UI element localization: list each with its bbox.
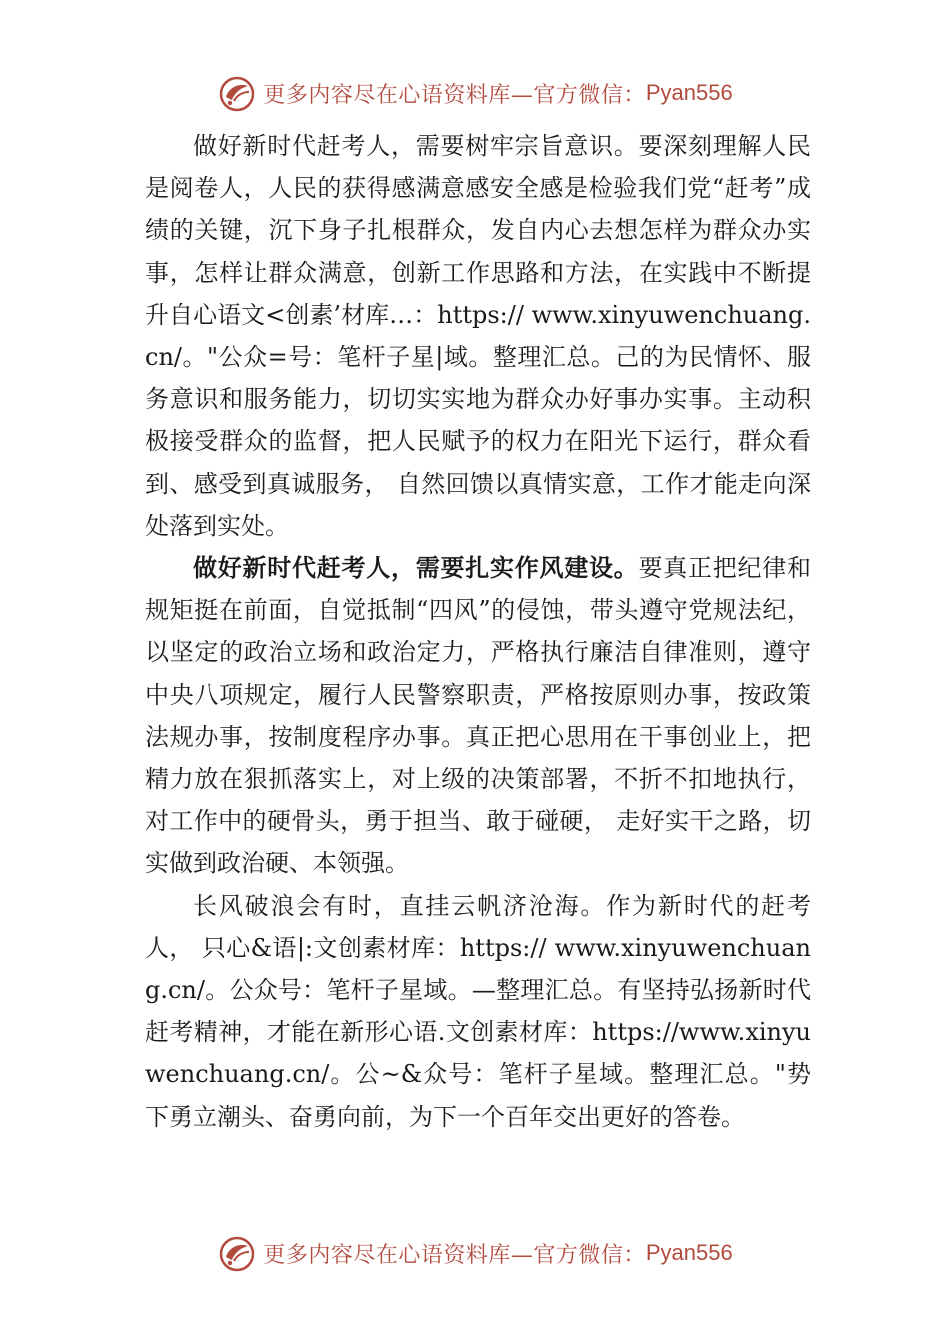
paragraph-2-text: 要真正把纪律和规矩挺在前面，自觉抵制“四风”的侵蚀，带头遵守党规法纪，以坚定的政治立场和政治定力，严格执行廉洁自律准则，遵守中央八项规定，履行人民警察职责，严格按原则办事，按政策法规办事，按制度程序办事。真正把心思用在干事创业上，把精力放在狠抓落实上，对上级的决策部署，不折不扣地执行，对工作中的硬骨头，勇于担当、敢于碰硬， 走好实干之路，切实做到政治硬、本领强。 bbox=[145, 554, 811, 878]
paragraph-3 bbox=[145, 885, 811, 1138]
xinyu-logo-icon bbox=[217, 73, 257, 113]
article-body bbox=[145, 125, 811, 1138]
xinyu-logo-icon bbox=[217, 1233, 257, 1273]
paragraph-2-lead: 做好新时代赶考人，需要扎实作风建设。 bbox=[193, 553, 639, 583]
paragraph-1 bbox=[145, 125, 811, 547]
footer-banner-text: 更多内容尽在心语资料库—官方微信： bbox=[263, 1242, 646, 1268]
footer-banner-id: Pyan556 bbox=[645, 1240, 733, 1265]
paragraph-3-text: 长风破浪会有时，直挂云帆济沧海。作为新时代的赶考人， 只心&语|:文创素材库：https:// www.xinyuwenchuang.cn/。公众号：笔杆子星域。—整理汇总。有坚持弘扬新时代赶考精神，才能在新形心语.文创素材库：https://www.xinyuwenchuang.cn/。公~&众号：笔杆子星域。整理汇总。"势下勇立潮头、奋勇向前，为下一个百年交出更好的答卷。 bbox=[145, 891, 811, 1131]
header-banner-id: Pyan556 bbox=[645, 80, 733, 105]
paragraph-1-text: 做好新时代赶考人，需要树牢宗旨意识。要深刻理解人民是阅卷人，人民的获得感满意感安全感是检验我们党“赶考”成绩的关键，沉下身子扎根群众，发自内心去想怎样为群众办实事，怎样让群众满意，创新工作思路和方法，在实践中不断提升自心语文<创素’材库…：https:// www.xinyuwenchuang.cn/。"公众=号：笔杆子星|域。整理汇总。己的为民情怀、服务意识和服务能力，切切实实地为群众办好事办实事。主动积极接受群众的监督，把人民赋予的权力在阳光下运行，群众看到、感受到真诚服务， 自然回馈以真情实意，工作才能走向深处落到实处。 bbox=[145, 132, 811, 540]
header-banner bbox=[0, 71, 950, 115]
header-banner-text: 更多内容尽在心语资料库—官方微信： bbox=[263, 82, 646, 108]
paragraph-2 bbox=[145, 547, 811, 885]
footer-banner bbox=[0, 1231, 950, 1275]
